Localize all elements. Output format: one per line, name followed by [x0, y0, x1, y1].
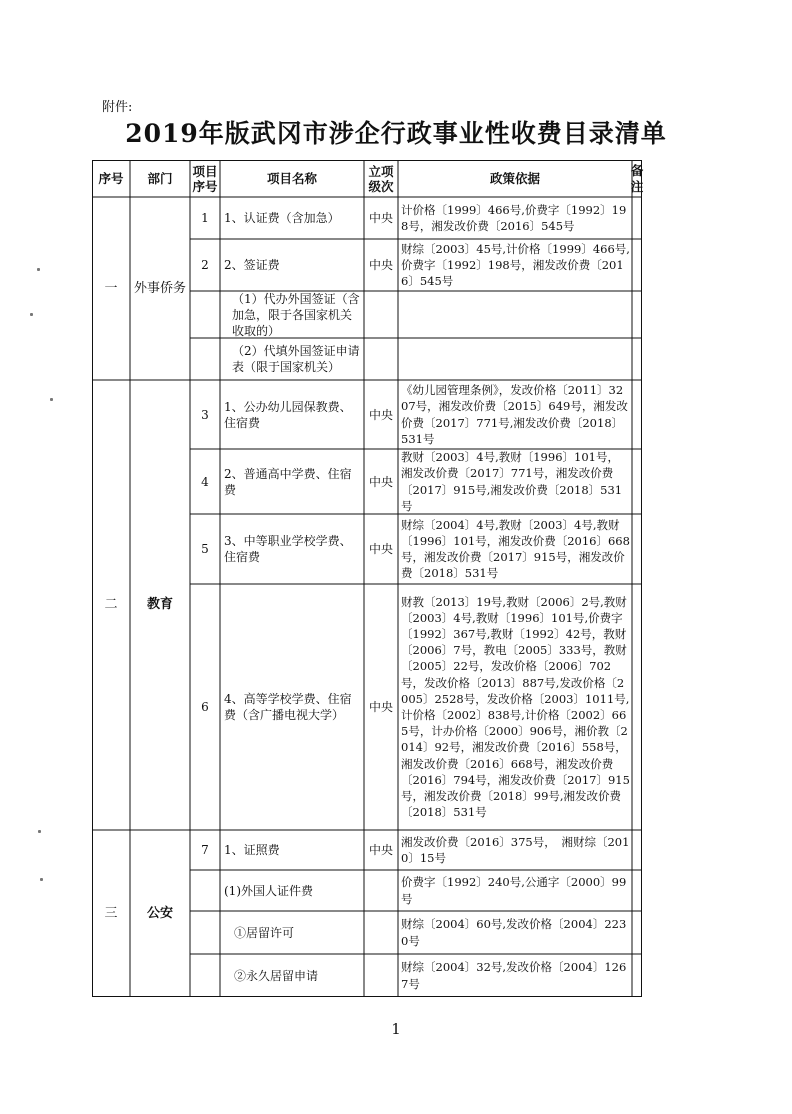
row-level: 中央 — [368, 542, 393, 556]
header-item-name: 项目名称 — [266, 170, 317, 186]
row-item-seq: 6 — [201, 700, 209, 714]
row-item-seq: 7 — [201, 843, 209, 857]
row-item-name: ②永久居留申请 — [234, 968, 319, 983]
group-dept: 教育 — [146, 597, 173, 612]
row-policy-basis: 教财〔2003〕4号,教财〔1996〕101号，湘发改价费〔2017〕771号，湘发改价费〔2017〕915号,湘发改价费〔2018〕531号 — [401, 450, 623, 513]
header-seq: 序号 — [98, 170, 124, 186]
row-item-name: 3、中等职业学校学费、住宿费 — [224, 534, 352, 564]
row-policy-basis: 财教〔2013〕19号,教财〔2006〕2号,教财〔2003〕4号,教财〔1996〕101号,价费字〔1992〕367号,教财〔1992〕42号，教财〔2006〕7号，教电〔2005〕333号，教财〔2005〕22号，发改价格〔2006〕702号，发改价格〔2013〕887号,发改价格〔2005〕2528号，发改价格〔2003〕1011号,计价格〔2002〕838号,计价格〔2002〕665号，计办价格〔2000〕906号，湘价教〔2014〕92号，湘发改价费〔2016〕558号，湘发改价费〔2016〕668号，湘发改价费〔2016〕794号，湘发改价费〔2017〕915号，湘发改价费〔2018〕99号,湘发改价费〔2018〕531号 — [401, 594, 630, 820]
row-level: 中央 — [368, 211, 393, 225]
row-item-seq: 1 — [201, 211, 209, 225]
row-policy-basis: 湘发改价费〔2016〕375号， 湘财综〔2010〕15号 — [401, 834, 630, 865]
row-policy-basis: 财综〔2004〕60号,发改价格〔2004〕2230号 — [401, 917, 627, 948]
header-dept: 部门 — [147, 170, 173, 186]
row-item-name: 1、证照费 — [224, 843, 280, 857]
row-policy-basis: 财综〔2004〕4号,教财〔2003〕4号,教财〔1996〕101号，湘发改价费〔2016〕668号，湘发改价费〔2017〕915号，湘发改价费〔2018〕531号 — [401, 517, 630, 581]
row-level: 中央 — [368, 700, 393, 714]
document-title: 2019年版武冈市涉企行政事业性收费目录清单 — [125, 119, 667, 148]
row-policy-basis: 财综〔2003〕45号,计价格〔1999〕466号,价费字〔1992〕198号，湘发改价费〔2016〕545号 — [401, 241, 630, 289]
group-dept: 外事侨务 — [133, 280, 186, 296]
group-seq: 三 — [104, 905, 118, 921]
row-item-name: 1、公办幼儿园保教费、住宿费 — [224, 399, 352, 430]
group-seq: 二 — [104, 597, 118, 612]
row-item-name: (1)外国人证件费 — [224, 883, 313, 898]
header-note: 备注 — [630, 162, 644, 194]
row-item-name: （2）代填外国签证申请表（限于国家机关） — [232, 344, 360, 374]
row-item-seq: 4 — [201, 474, 209, 489]
scan-speck — [40, 878, 43, 881]
group-seq: 一 — [104, 280, 118, 296]
page-number: 1 — [391, 1020, 401, 1038]
row-item-name: ①居留许可 — [234, 925, 295, 940]
row-item-seq: 3 — [201, 407, 209, 422]
scan-speck — [50, 398, 53, 401]
row-item-name: 1、认证费（含加急） — [224, 211, 340, 225]
row-policy-basis: 价费字〔1992〕240号,公通字〔2000〕99号 — [401, 875, 627, 906]
row-level: 中央 — [368, 407, 393, 422]
row-item-name: 4、高等学校学费、住宿费（含广播电视大学） — [224, 692, 352, 722]
row-item-seq: 2 — [201, 258, 209, 272]
row-level: 中央 — [368, 843, 393, 857]
header-item-seq: 项目 序号 — [192, 163, 218, 194]
row-policy-basis: 《幼儿园管理条例》，发改价格〔2011〕3207号，湘发改价费〔2015〕649号，湘发改价费〔2017〕771号,湘发改价费〔2018〕531号 — [401, 383, 628, 446]
header-level: 立项 级次 — [368, 163, 394, 194]
scan-speck — [30, 313, 33, 316]
row-item-seq: 5 — [201, 542, 209, 556]
row-policy-basis: 计价格〔1999〕466号,价费字〔1992〕198号，湘发改价费〔2016〕545号 — [401, 202, 627, 233]
header-basis: 政策依据 — [489, 170, 540, 186]
row-item-name: 2、签证费 — [224, 258, 280, 272]
row-level: 中央 — [368, 474, 393, 489]
scan-speck — [37, 268, 40, 271]
attachment-label: 附件: — [102, 100, 133, 115]
row-item-name: 2、普通高中学费、住宿费 — [224, 466, 352, 497]
scan-speck — [38, 830, 41, 833]
group-dept: 公安 — [146, 905, 173, 921]
row-item-name: （1）代办外国签证（含加急，限于各国家机关收取的） — [232, 291, 360, 338]
row-policy-basis: 财综〔2004〕32号,发改价格〔2004〕1267号 — [401, 960, 627, 991]
row-level: 中央 — [368, 258, 393, 272]
